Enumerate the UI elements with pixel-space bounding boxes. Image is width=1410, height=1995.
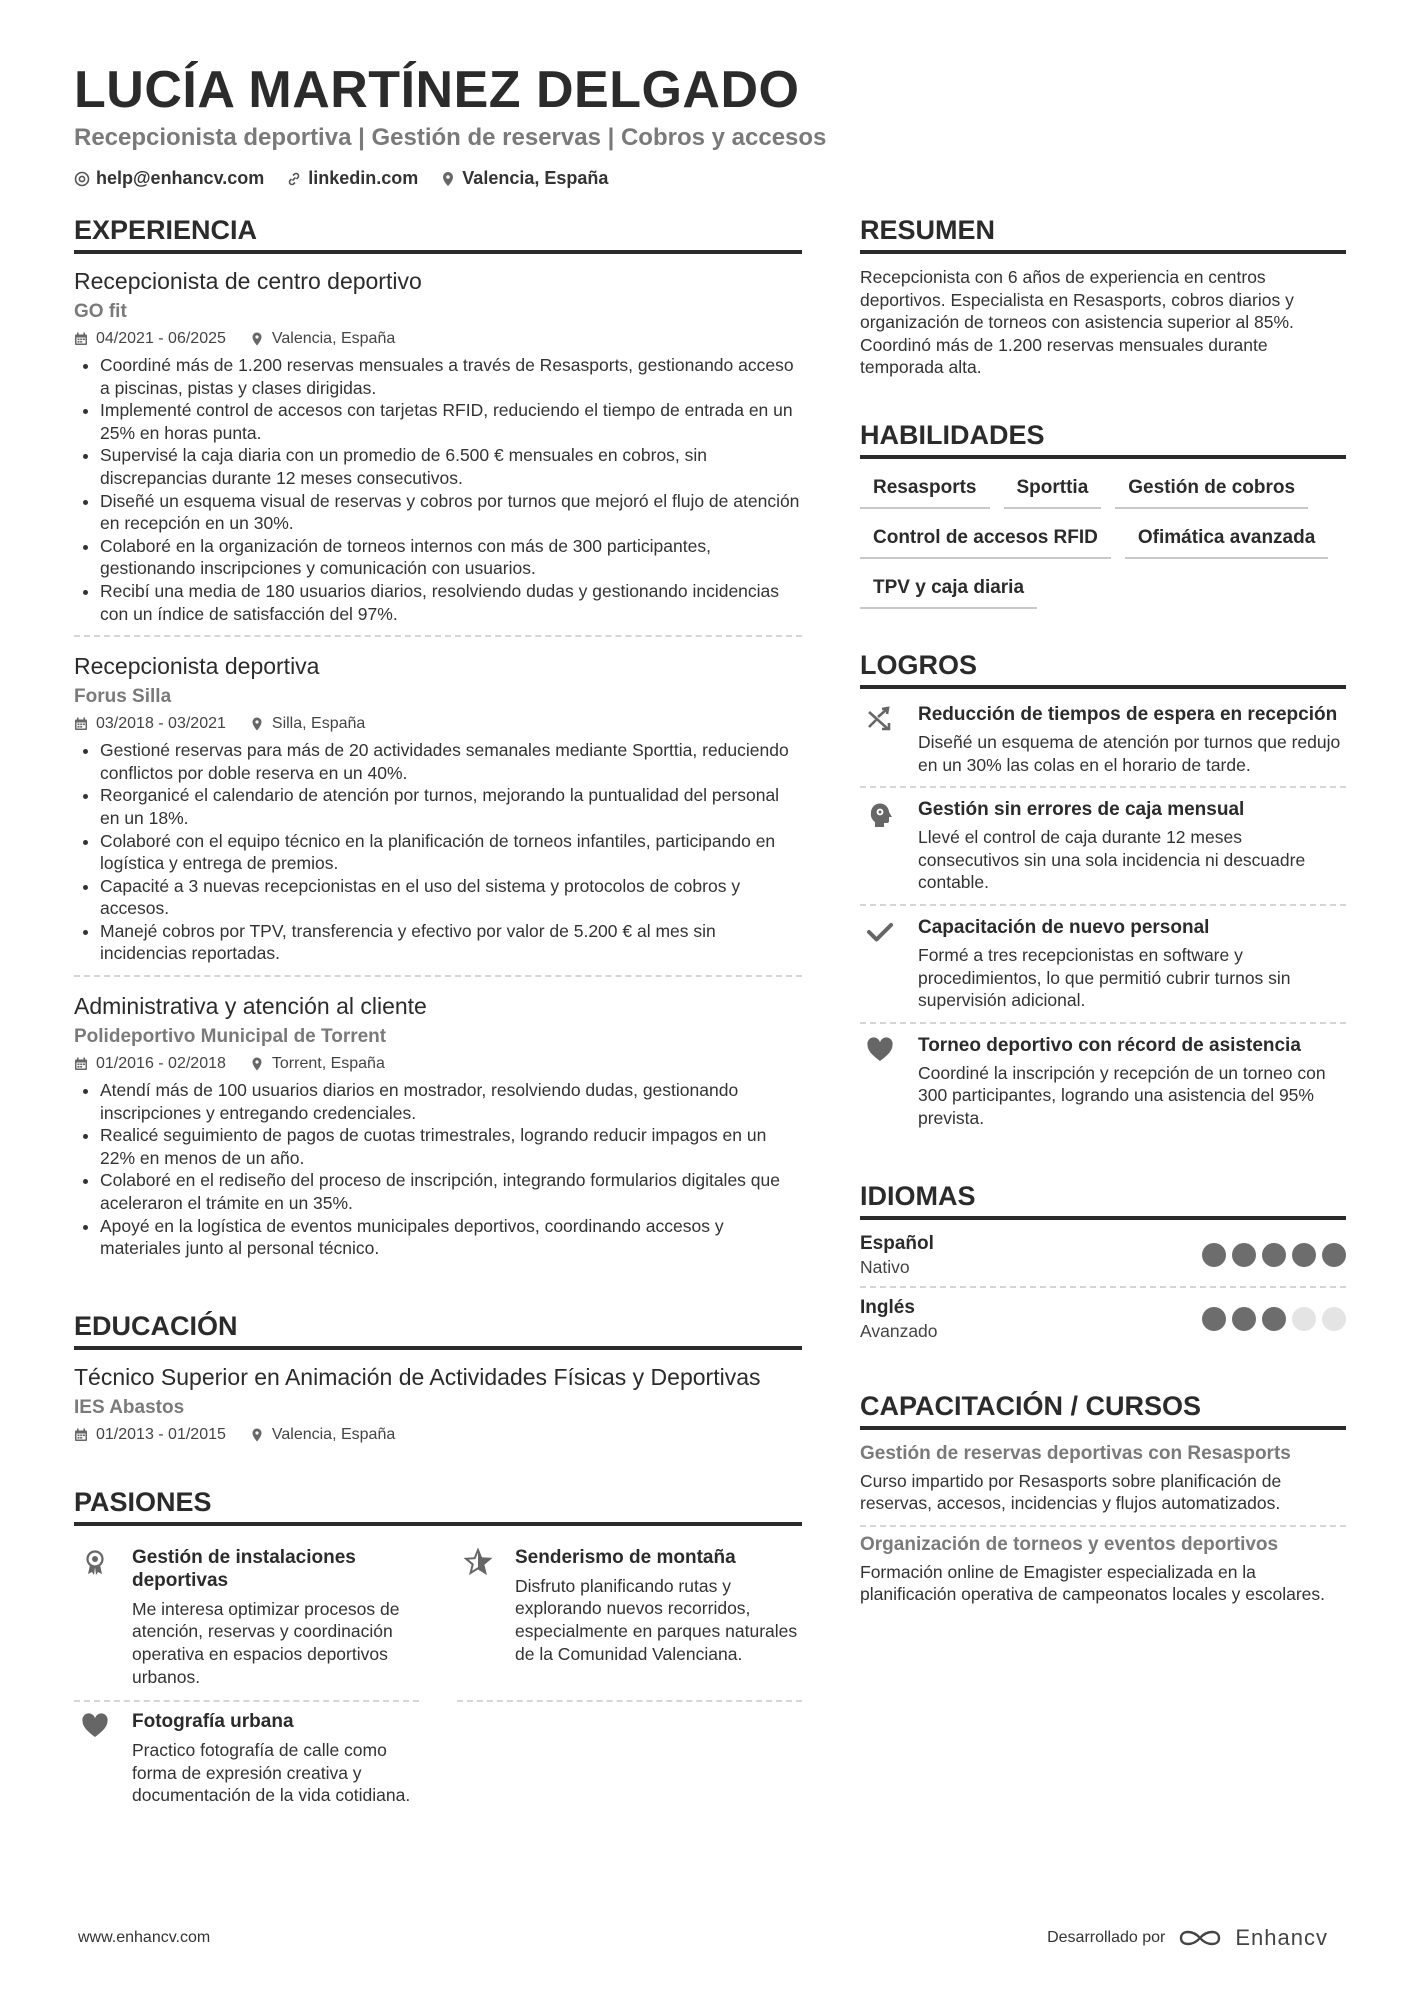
passion-desc: Disfruto planificando rutas y explorando nuevos recorridos, especialmente en parques naturales de la Comunidad Valenciana. — [515, 1575, 798, 1664]
job-bullet: • Diseñé un esquema visual de reservas y cobros por turnos que mejoró el flujo de atención en recepción en un 30%. — [100, 490, 802, 535]
passions-heading: PASIONES — [74, 1486, 802, 1526]
education-section — [74, 1310, 802, 1446]
education-dates-text: 01/2013 - 01/2015 — [96, 1425, 226, 1443]
rating-dot — [1292, 1243, 1316, 1267]
jobs-list — [74, 266, 802, 1270]
achievement-desc: Coordiné la inscripción y recepción de un torneo con 300 participantes, logrando una asistencia del 95% prevista. — [918, 1062, 1326, 1128]
location-text: Valencia, España — [462, 168, 609, 188]
achievement-title: Capacitación de nuevo personal — [918, 916, 1210, 938]
language-rating — [1202, 1307, 1346, 1331]
skill-tag: Ofimática avanzada — [1125, 521, 1328, 559]
course-title: Gestión de reservas deportivas con Resasports — [860, 1442, 1291, 1464]
job-dates — [74, 713, 226, 735]
passion-title: Fotografía urbana — [132, 1711, 294, 1733]
passions-grid — [74, 1538, 802, 1819]
passion-icon-wrap — [457, 1546, 499, 1688]
rating-dot — [1322, 1307, 1346, 1331]
job-title: Administrativa y atención al cliente — [74, 993, 427, 1020]
location-pin-icon — [440, 171, 456, 187]
achievement-icon-wrap — [860, 703, 900, 776]
job-bullet: • Colaboré en el rediseño del proceso de inscripción, integrando formularios digitales que aceleraron el trámite en un 35%. — [100, 1169, 802, 1214]
job-location-text: Silla, España — [271, 715, 366, 733]
job-bullet: • Colaboré con el equipo técnico en la planificación de torneos infantiles, participando en logística y entrega de premios. — [100, 830, 802, 875]
passion-title: Senderismo de montaña — [515, 1546, 736, 1568]
job-dates-text: 04/2021 - 06/2025 — [96, 330, 226, 347]
passion-body — [515, 1546, 802, 1688]
right-column — [860, 214, 1346, 1859]
course-title: Organización de torneos y eventos deportivos — [860, 1533, 1279, 1555]
skills-heading: HABILIDADES — [860, 419, 1346, 459]
location-pin-icon — [250, 717, 264, 731]
job-bullet: • Coordiné más de 1.200 reservas mensuales a través de Resasports, gestionando acceso a piscinas, pistas y clases dirigidas. — [100, 354, 802, 399]
passions-section — [74, 1486, 802, 1819]
language-name: Español — [860, 1232, 934, 1254]
achievement-body — [918, 798, 1346, 894]
achievement-desc: Formé a tres recepcionistas en software y procedimientos, lo que permitió cubrir turnos sin supervisión adicional. — [918, 944, 1291, 1011]
company-name: GO fit — [74, 301, 127, 322]
languages-list — [860, 1224, 1346, 1350]
achievements-section — [860, 649, 1346, 1140]
award-icon — [81, 1548, 109, 1688]
rating-dot — [1322, 1243, 1346, 1267]
job-meta — [74, 713, 802, 735]
job-location-text: Valencia, España — [271, 330, 396, 347]
columns — [74, 214, 1346, 1859]
linkedin-text: linkedin.com — [308, 168, 419, 188]
resume-page — [74, 60, 1346, 1806]
skill-tag: TPV y caja diaria — [860, 571, 1037, 609]
job-bullet: • Gestioné reservas para más de 20 actividades semanales mediante Sporttia, reduciendo conflictos por doble reserva en un 40%. — [100, 739, 802, 784]
footer — [78, 1925, 1328, 1951]
education-heading: EDUCACIÓN — [74, 1310, 802, 1350]
school-name: IES Abastos — [74, 1396, 185, 1418]
achievement-desc: Llevé el control de caja durante 12 meses consecutivos sin una sola incidencia ni descuadre contable. — [918, 827, 1306, 893]
passion-body — [132, 1546, 419, 1688]
language-item — [860, 1288, 1346, 1350]
job-location — [250, 713, 365, 735]
rating-dot — [1232, 1307, 1256, 1331]
language-level: Avanzado — [860, 1320, 938, 1341]
achievement-title: Torneo deportivo con récord de asistencia — [918, 1034, 1301, 1056]
job-entry — [74, 651, 802, 977]
brand-name: Enhancv — [1235, 1925, 1328, 1950]
achievement-icon-wrap — [860, 916, 900, 1012]
achievement-body — [918, 1034, 1346, 1130]
job-dates-text: 03/2018 - 03/2021 — [96, 715, 226, 733]
calendar-icon — [74, 332, 88, 346]
courses-list — [860, 1436, 1346, 1616]
contact-location — [440, 168, 608, 189]
experience-section — [74, 214, 802, 1270]
passion-item — [74, 1538, 419, 1702]
achievement-title: Reducción de tiempos de espera en recepción — [918, 703, 1338, 725]
company-name: Polideportivo Municipal de Torrent — [74, 1026, 387, 1048]
achievement-icon-wrap — [860, 798, 900, 894]
footer-branding — [1047, 1925, 1328, 1951]
contact-row — [74, 168, 1346, 189]
star-icon — [464, 1548, 492, 1688]
passion-desc: Practico fotografía de calle como forma de expresión creativa y documentación de la vida cotidiana. — [132, 1740, 411, 1806]
job-bullet: • Capacité a 3 nuevas recepcionistas en el uso del sistema y protocolos de cobros y accesos. — [100, 875, 802, 920]
languages-heading: IDIOMAS — [860, 1180, 1346, 1220]
passion-title: Gestión de instalaciones deportivas — [132, 1546, 356, 1591]
job-bullet: • Supervisé la caja diaria con un promedio de 6.500 € mensuales en cobros, sin discrepancias durante 12 meses consecutivos. — [100, 444, 802, 489]
achievement-title: Gestión sin errores de caja mensual — [918, 799, 1245, 821]
job-bullet: • Atendí más de 100 usuarios diarios en mostrador, resolviendo dudas, gestionando inscripciones y entregando credenciales. — [100, 1079, 802, 1124]
experience-heading: EXPERIENCIA — [74, 214, 802, 254]
passion-item — [457, 1538, 802, 1702]
rating-dot — [1262, 1243, 1286, 1267]
rating-dot — [1202, 1307, 1226, 1331]
achievement-item — [860, 1024, 1346, 1140]
passion-icon-wrap — [74, 1546, 116, 1688]
job-location-text: Torrent, España — [271, 1055, 385, 1073]
calendar-icon — [74, 717, 88, 731]
job-title: Recepcionista deportiva — [74, 653, 320, 680]
education-meta — [74, 1424, 802, 1446]
degree-title: Técnico Superior en Animación de Actividades Físicas y Deportivas — [74, 1363, 761, 1390]
achievement-desc: Diseñé un esquema de atención por turnos que redujo en un 30% las colas en el horario de tarde. — [918, 731, 1341, 775]
skills-section — [860, 419, 1346, 609]
job-bullets — [74, 1079, 802, 1260]
achievement-item — [860, 906, 1346, 1024]
job-bullet: • Implementé control de accesos con tarjetas RFID, reduciendo el tiempo de entrada en un 25% en horas punta. — [100, 399, 802, 444]
email-text: help@enhancv.com — [96, 168, 265, 188]
heart-icon — [81, 1712, 109, 1807]
job-bullets — [74, 739, 802, 965]
course-desc: Curso impartido por Resasports sobre planificación de reservas, accesos, incidencias y flujos automatizados. — [860, 1470, 1282, 1514]
enhancv-logo-icon — [1177, 1926, 1223, 1950]
language-info — [860, 1296, 938, 1342]
job-location — [250, 328, 395, 350]
contact-linkedin[interactable] — [286, 168, 418, 189]
course-desc: Formación online de Emagister especializada en la planificación operativa de campeonatos locales y escolares. — [860, 1561, 1325, 1605]
course-item — [860, 1527, 1346, 1616]
achievement-icon-wrap — [860, 1034, 900, 1130]
job-dates — [74, 1053, 226, 1075]
language-rating — [1202, 1243, 1346, 1267]
link-icon — [286, 171, 302, 187]
rating-dot — [1202, 1243, 1226, 1267]
footer-website[interactable]: www.enhancv.com — [78, 1929, 211, 1946]
job-meta — [74, 328, 802, 350]
candidate-name: LUCÍA MARTÍNEZ DELGADO — [74, 61, 800, 119]
job-entry — [74, 991, 802, 1270]
job-meta — [74, 1053, 802, 1075]
skill-tag: Control de accesos RFID — [860, 521, 1111, 559]
education-dates — [74, 1424, 226, 1446]
head-gear-icon — [866, 800, 894, 894]
summary-heading: RESUMEN — [860, 214, 1346, 254]
language-name: Inglés — [860, 1296, 915, 1318]
skill-tag: Resasports — [860, 471, 990, 509]
job-bullet: • Reorganicé el calendario de atención por turnos, mejorando la puntualidad del personal en un 18%. — [100, 784, 802, 829]
passion-icon-wrap — [74, 1710, 116, 1807]
passion-desc: Me interesa optimizar procesos de atención, reservas y coordinación operativa en espacios deportivos urbanos. — [132, 1598, 400, 1687]
language-info — [860, 1232, 934, 1278]
calendar-icon — [74, 1428, 88, 1442]
calendar-icon — [74, 1057, 88, 1071]
contact-email[interactable] — [74, 168, 264, 189]
job-bullet: • Realicé seguimiento de pagos de cuotas trimestrales, logrando reducir impagos en un 22% en menos de un año. — [100, 1124, 802, 1169]
education-location — [250, 1424, 395, 1446]
location-pin-icon — [250, 1428, 264, 1442]
passion-body — [132, 1710, 419, 1807]
achievements-heading: LOGROS — [860, 649, 1346, 689]
skill-tag: Sporttia — [1004, 471, 1102, 509]
rating-dot — [1262, 1307, 1286, 1331]
achievement-body — [918, 703, 1346, 776]
left-column — [74, 214, 802, 1859]
job-bullet: • Manejé cobros por TPV, transferencia y efectivo por valor de 5.200 € al mes sin incidencias reportadas. — [100, 920, 802, 965]
summary-text: Recepcionista con 6 años de experiencia en centros deportivos. Especialista en Resasports, cobros diarios y organización de torneos con asistencia superior al 85%. Coordinó más de 1.200 reservas mensuales durante temporada alta. — [860, 267, 1294, 378]
job-location — [250, 1053, 385, 1075]
summary-section — [860, 214, 1346, 379]
location-pin-icon — [250, 332, 264, 346]
job-bullet: • Apoyé en la logística de eventos municipales deportivos, coordinando accesos y materiales junto al personal técnico. — [100, 1215, 802, 1260]
achievements-list — [860, 693, 1346, 1140]
location-pin-icon — [250, 1057, 264, 1071]
heart-icon — [866, 1036, 894, 1130]
shuffle-icon — [866, 705, 894, 776]
powered-by-text: Desarrollado por — [1047, 1929, 1166, 1946]
job-dates-text: 01/2016 - 02/2018 — [96, 1055, 226, 1073]
passion-item — [74, 1702, 419, 1819]
job-bullets — [74, 354, 802, 625]
languages-section — [860, 1180, 1346, 1350]
rating-dot — [1232, 1243, 1256, 1267]
job-title: Recepcionista de centro deportivo — [74, 268, 422, 294]
skill-tag: Gestión de cobros — [1115, 471, 1308, 509]
job-bullet: • Colaboré en la organización de torneos internos con más de 300 participantes, gestionando inscripciones y comunicación con usuarios. — [100, 535, 802, 580]
job-bullet: • Recibí una media de 180 usuarios diarios, resolviendo dudas y gestionando incidencias con un índice de satisfacción del 97%. — [100, 580, 802, 625]
job-entry — [74, 266, 802, 637]
achievement-item — [860, 788, 1346, 906]
skills-list — [860, 471, 1346, 609]
language-item — [860, 1224, 1346, 1288]
achievement-body — [918, 916, 1346, 1012]
courses-heading: CAPACITACIÓN / CURSOS — [860, 1390, 1346, 1430]
company-name: Forus Silla — [74, 686, 172, 708]
job-dates — [74, 328, 226, 350]
achievement-item — [860, 693, 1346, 788]
rating-dot — [1292, 1307, 1316, 1331]
course-item — [860, 1436, 1346, 1527]
courses-section — [860, 1390, 1346, 1616]
check-icon — [866, 918, 894, 1012]
language-level: Nativo — [860, 1256, 910, 1277]
at-icon — [74, 171, 90, 187]
education-location-text: Valencia, España — [271, 1425, 396, 1443]
candidate-subtitle: Recepcionista deportiva | Gestión de reservas | Cobros y accesos — [74, 124, 827, 151]
